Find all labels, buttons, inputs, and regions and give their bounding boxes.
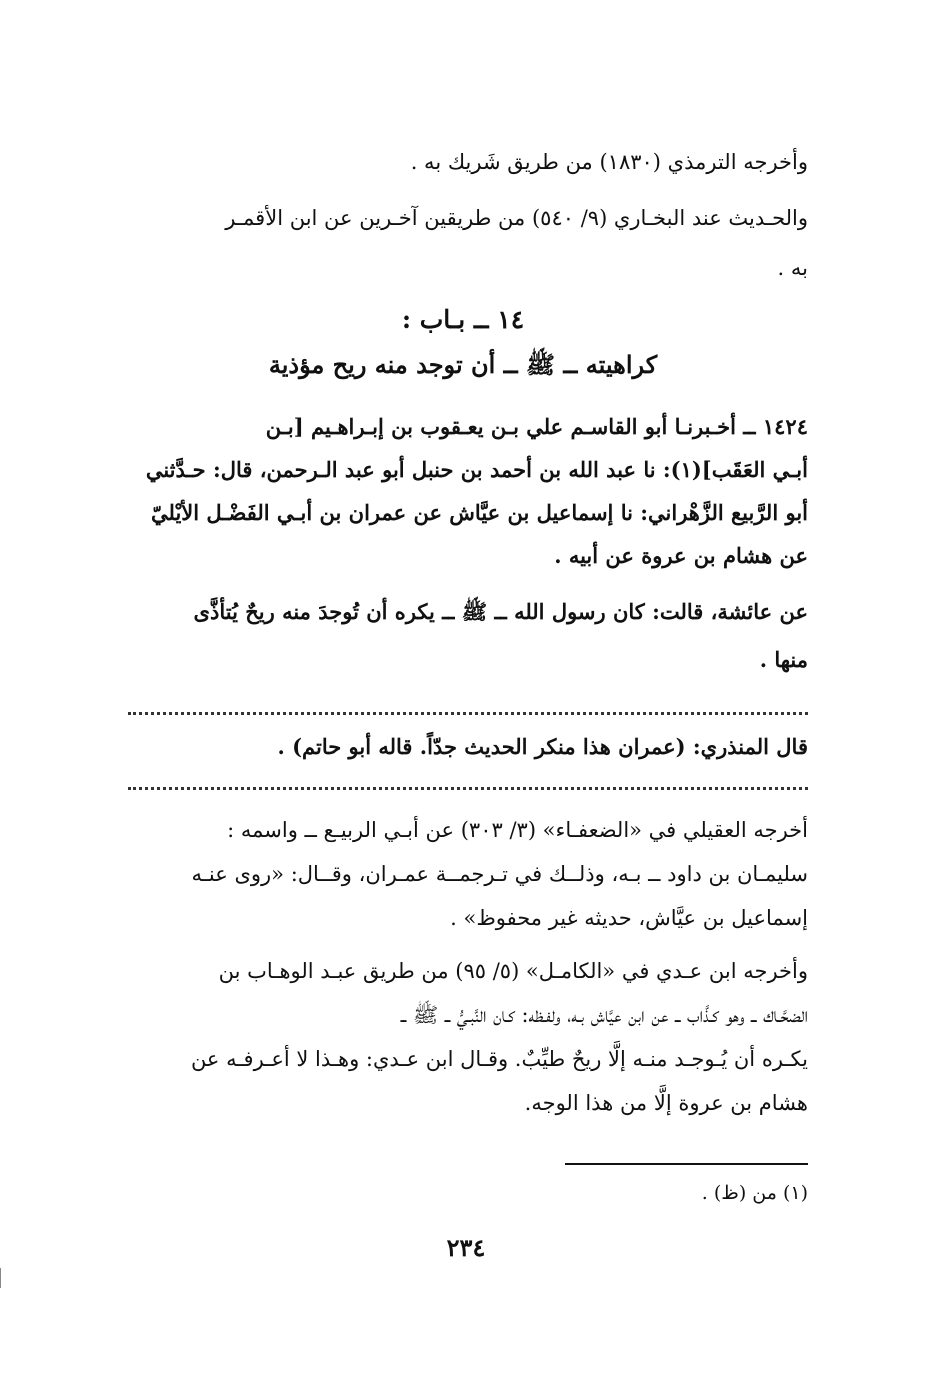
chapter-title: كراهيته ــ ﷺ ــ أن توجد منه ريح مؤذية: [268, 350, 658, 379]
mundhiri-text: قال المنذري: (عمران هذا منكر الحديث جدّاً. قاله أبو حاتم) .: [277, 734, 808, 759]
hadith-line-1: ١٤٢٤ ــ أخـبرنـا أبو القاسـم علي بـن يعـقوب بن إبـراهـيم [بـن: [265, 414, 808, 439]
chapter-number: ١٤ ــ بـاب :: [401, 305, 525, 334]
dotted-divider-bottom: [128, 787, 808, 790]
hadith-line-2: أبـي العَقَب](١): نا عبد الله بن أحمد بن حنبل أبو عبد الـرحمن، قال: حـدَّثني: [145, 457, 808, 482]
intro-line-1: وأخرجه الترمذي (١٨٣٠) من طريق شَريك به .: [410, 150, 808, 174]
commentary-p2-line-1: وأخرجه ابن عـدي في «الكامـل» (٥/ ٩٥) من طريق عبـد الوهـاب بن: [218, 959, 808, 983]
intro-line-2: والحـديث عند البخـاري (٩/ ٥٤٠) من طريقين آخـرين عن ابن الأقمـر: [225, 206, 808, 230]
matn-line-2: منها .: [759, 647, 808, 672]
hadith-line-4: عن هشام بن عروة عن أبيه .: [554, 543, 808, 568]
commentary-paragraph-1: [118, 808, 808, 940]
commentary-p2-line-3: يكـره أن يُـوجـد منـه إلَّا ريحٌ طيِّبٌ. وقـال ابن عـدي: وهـذا لا أعـرفـه عن: [190, 1047, 808, 1071]
mundhiri-note: [118, 723, 808, 771]
commentary-p2-line-4: هشام بن عروة إلَّا من هذا الوجه.: [524, 1091, 808, 1115]
scan-edge-mark: [0, 1268, 4, 1288]
footnote: (١) من (ظ) .: [701, 1182, 808, 1204]
commentary-paragraph-2: [118, 949, 808, 1125]
intro-paragraph: [118, 137, 808, 293]
dotted-divider-top: [128, 712, 808, 715]
commentary-p1-line-1: أخرجه العقيلي في «الضعفـاء» (٣/ ٣٠٣) عن أبـي الربيـع ــ واسمه :: [227, 818, 808, 842]
hadith-matn: [118, 588, 808, 684]
commentary-p2-line-2: الضحَّـاك ــ وهو كـذَّاب ــ عن ابن عيَّاش بـه، ولفـظه: كـان النَّبـيُّ ــ ﷺ ــ: [400, 1003, 808, 1027]
footnote-separator: [565, 1163, 808, 1165]
commentary-p1-line-2: سليمـان بن داود ــ بـه، وذلــك في تـرجمــة عمـران، وقــال: «روى عنـه: [191, 862, 808, 886]
matn-line-1: عن عائشة، قالت: كان رسول الله ــ ﷺ ــ يكره أن تُوجدَ منه ريحٌ يُتأذَّى: [193, 599, 808, 624]
page-number: ٢٣٤: [446, 1233, 486, 1262]
commentary-p1-line-3: إسماعيل بن عيَّاش، حديثه غير محفوظ» .: [450, 906, 808, 930]
intro-line-3: به .: [777, 256, 808, 280]
hadith-line-3: أبو الرَّبيع الزَّهْراني: نا إسماعيل بن عيَّاش عن عمران بن أبـي الفَضْـل الأيْليّ: [151, 500, 808, 525]
hadith-isnad: [118, 405, 808, 577]
